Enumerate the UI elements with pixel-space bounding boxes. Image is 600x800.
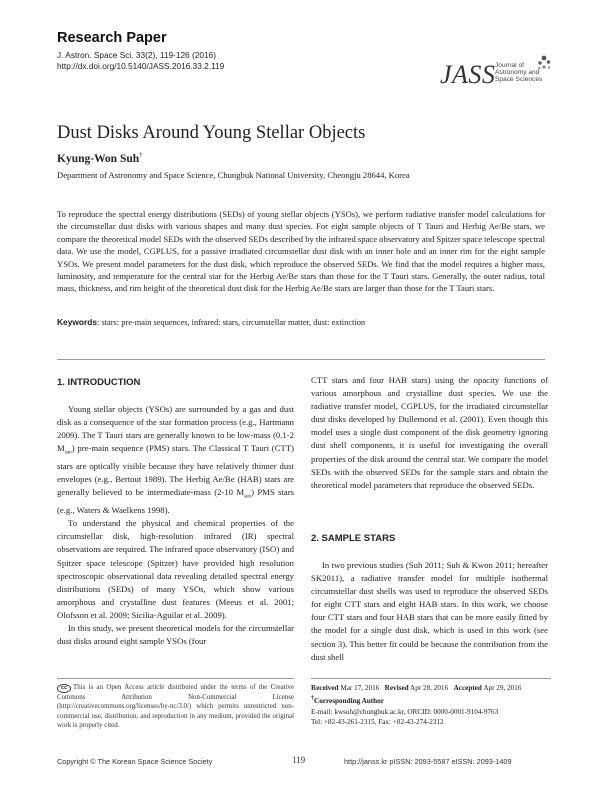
affiliation: Department of Astronomy and Space Science, Chungbuk National University, Cheongju 28644, Korea <box>57 170 410 180</box>
journal-logo <box>440 60 552 104</box>
paragraph: In two previous studies (Suh 2011; Suh & Kwon 2011; hereafter SK2011), a radiative transfer model for multiple isothermal circumstellar dust shells was used to reproduce the observed SEDs for eight CTT stars and eight HAB stars. In this work, we choose four CTT stars and four HAB stars that can be more easily fitted by the model for a single dust disk, which is used in this work (see section 3). This better fit could be because the contribution from the dust shell <box>311 560 548 662</box>
email-line[interactable]: E-mail: kwsuh@chungbuk.ac.kr, ORCID: 0000-0001-9104-9763 <box>311 707 499 716</box>
corr-label: Corresponding Author <box>314 696 384 705</box>
revised-label: Revised <box>384 684 409 692</box>
phone-line: Tel: +82-43-261-2315, Fax: +82-43-274-2312 <box>311 718 444 727</box>
logo-subtitle-line: Journal of <box>495 62 524 69</box>
paragraph: In this study, we present theoretical models for the circumstellar dust disks around eight sample YSOs (four <box>57 622 294 647</box>
meta-divider <box>311 678 551 679</box>
revised-date: Apr 28, 2016 <box>410 684 449 692</box>
license-text: This is an Open Access article distributed under the terms of the Creative Commons Attribution Non-Commercial License (http://creativecommons.org/licenses/by-nc/3.0/) which permits unrestricted non-commercial use, distribution, and reproduction in any medium, provided the original work is properly cited. <box>57 684 294 729</box>
left-column <box>57 403 294 648</box>
author-name: Kyung-Won Suh <box>57 152 140 165</box>
corr-mark: † <box>311 695 314 702</box>
section-divider <box>57 359 545 360</box>
paper-title: Dust Disks Around Young Stellar Objects <box>57 123 366 143</box>
paragraph: To understand the physical and chemical properties of the circumstellar disk, high-resolution infrared (IR) spectral observations are required. The infrared space observatory (ISO) and Spitzer space telescope (Spitzer) have provided high resolution spectroscopic observational data revealing detailed spectral energy distributions (SEDs) of many YSOs, which show various amorphous and crystalline dust features (Meeus et al. 2001; Olofsson et al. 2009; Sicilia-Aguilar et al. 2009). <box>57 518 294 620</box>
abstract: To reproduce the spectral energy distributions (SEDs) of young stellar objects (YSOs), we perform radiative transfer model calculations for the circumstellar dust disks with various shapes and many dust species. For eight sample objects of T Tauri and Herbig Ae/Be stars, we compare the theoretical model SEDs with the observed SEDs described by the infrared space observatory and Spitzer space telescope spectral data. We use the model, CGPLUS, for a passive irradiated circumstellar dust disk with an inner hole and an inner rim for the eight sample YSOs. We present model parameters for the dust disk, which reproduce the observed SEDs. We find that the model requires a higher mass, luminosity, and temperature for the central star for the Herbig Ae/Be stars than those for the T Tauri stars. Generally, the outer radius, total mass, thickness, and rim height of the theoretical dust disk for the Herbig Ae/Be stars are larger than those for the T Tauri stars. <box>57 209 545 294</box>
author <box>57 151 143 165</box>
section-heading-sample-stars: 2. SAMPLE STARS <box>311 533 396 544</box>
subscript: sun <box>64 451 72 457</box>
received-label: Received <box>311 684 339 692</box>
keywords <box>57 317 545 327</box>
logo-wordmark: JASS <box>440 60 496 89</box>
logo-subtitle <box>495 62 545 84</box>
accepted-date: Apr 29, 2016 <box>483 684 522 692</box>
text-run: ) PMS stars (e.g., Waters & Waelkens 1998). <box>57 487 294 516</box>
journal-citation <box>57 50 224 71</box>
keywords-text: : stars: pre-main sequences, infrared: stars, circumstellar matter, dust: extinction <box>97 318 366 327</box>
footer-issn: http://janss.kr pISSN: 2093-5587 eISSN: 2093-1409 <box>344 757 512 766</box>
page-number: 119 <box>292 755 306 765</box>
paragraph <box>57 403 294 517</box>
paragraph: CTT stars and four HAB stars) using the opacity functions of various amorphous and crystalline dust species. We use the radiative transfer model, CGPLUS, for the irradiated circumstellar dust disks developed by Dullemond et al. (2001). Even though this model uses a single dust component of the disk geometry ignoring dust shell components, it is useful for investigating the overall properties of the disk around the central star. We compare the model SEDs with the observed SEDs for the sample stars and obtain the theoretical model parameters that reproduce the observed SEDs. <box>311 375 548 490</box>
creative-commons-icon: cc <box>57 684 71 693</box>
logo-subtitle-line: Space Sciences <box>495 76 543 84</box>
doi-link[interactable]: http://dx.doi.org/10.5140/JASS.2016.33.2.119 <box>57 60 225 71</box>
received-date: Mar 17, 2016 <box>340 684 380 692</box>
right-column <box>311 374 548 492</box>
license-note <box>57 683 294 730</box>
logo-subtitle-line: Astronomy and <box>495 69 540 77</box>
article-type-label: Research Paper <box>57 30 167 46</box>
corresponding-author-line <box>311 694 551 707</box>
citation-text: J. Astron. Space Sci. 33(2), 119-126 (2016) <box>57 50 216 60</box>
text-run: Young stellar objects (YSOs) are surrounded by a gas and dust disk as a consequence of the star formation process (e.g., Hartmann 2009). The T Tauri stars are generally known to be low-mass (0.1-2 M <box>57 404 294 454</box>
license-divider <box>57 678 294 679</box>
keywords-label: Keywords <box>57 317 98 327</box>
section-heading-introduction: 1. INTRODUCTION <box>57 377 141 388</box>
subscript: sun <box>244 495 252 501</box>
footer-copyright: Copyright © The Korean Space Science Society <box>57 757 213 766</box>
accepted-label: Accepted <box>453 684 482 692</box>
dates-line <box>311 683 551 694</box>
author-mark: † <box>139 151 143 159</box>
article-meta <box>311 683 551 728</box>
right-column-sample-stars <box>311 559 548 664</box>
text-run: ) pre-main sequence (PMS) stars. The Classical T Tauri (CTT) stars are optically visible because they have relatively thinner dust envelopes (e.g., Bertout 1989). The Herbig Ae/Be (HAB) stars are generally believed to be intermediate-mass (2-10 M <box>57 443 294 498</box>
